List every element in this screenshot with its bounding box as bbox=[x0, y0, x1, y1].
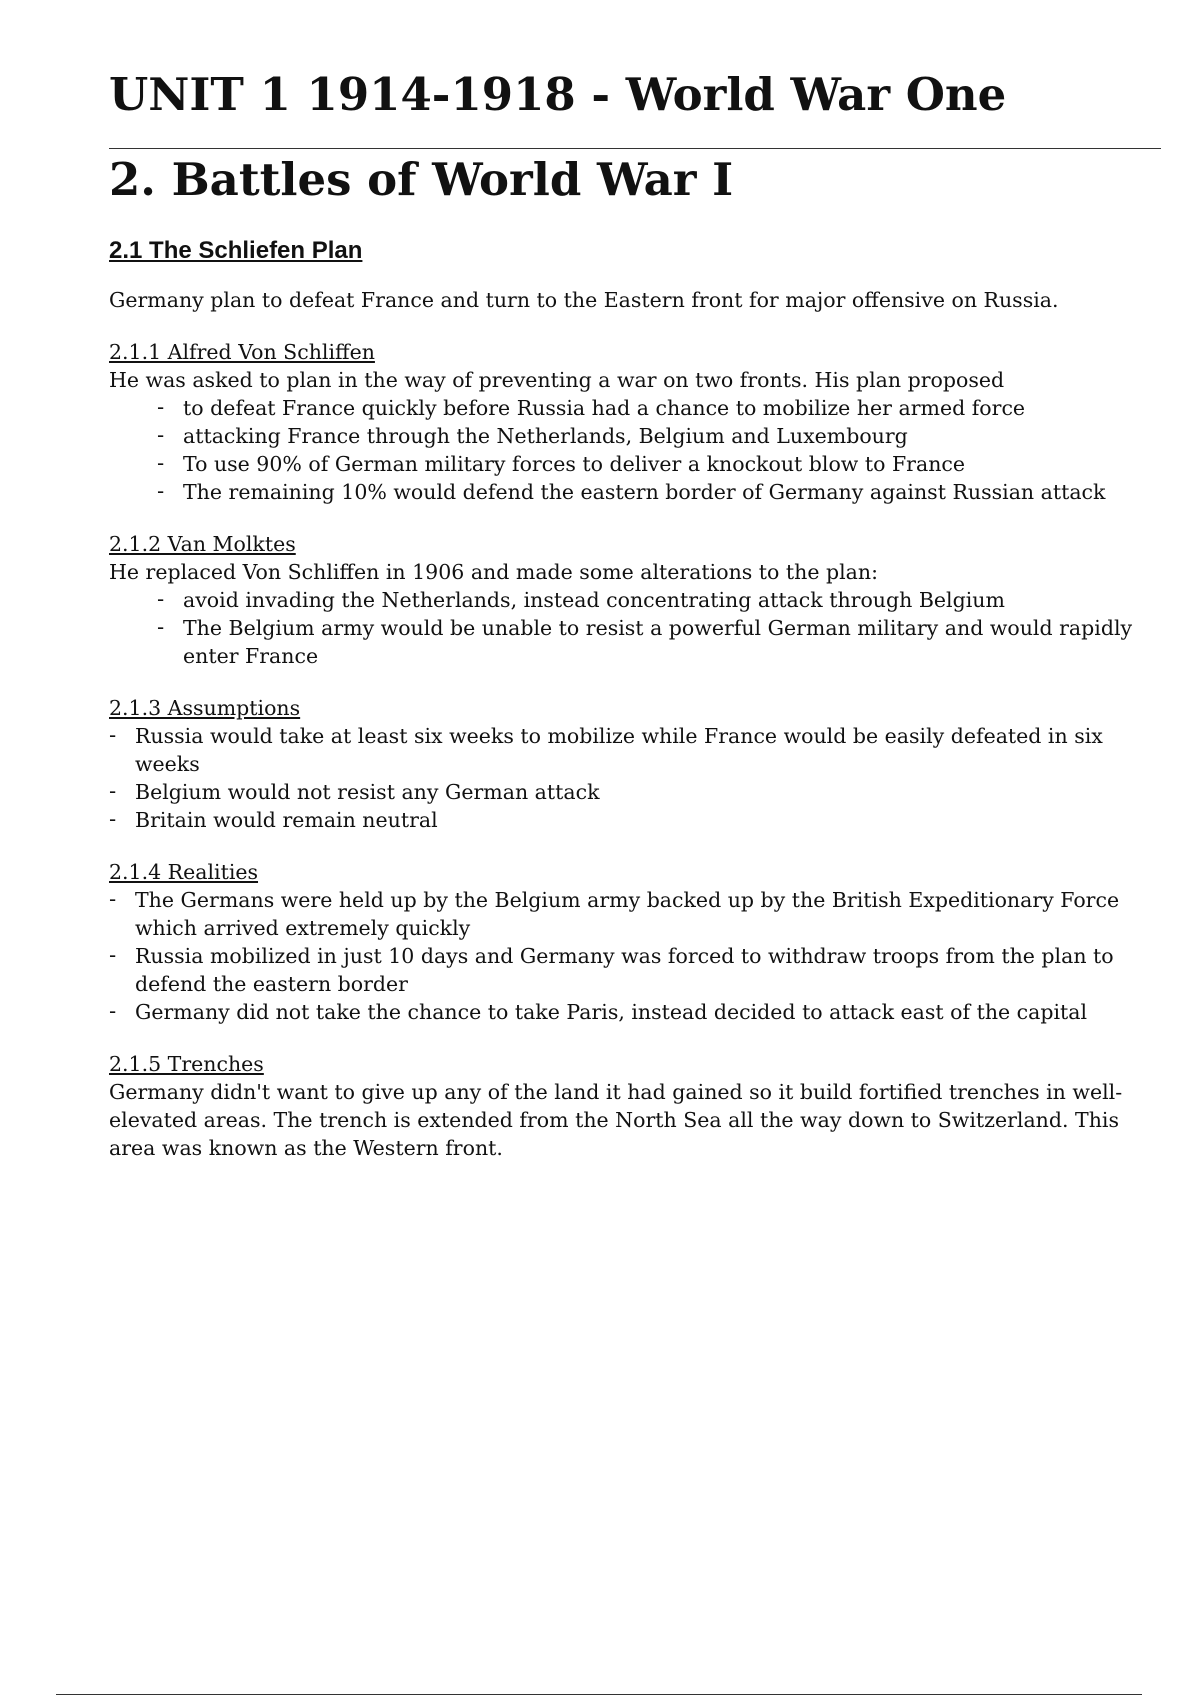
list-item-text: attacking France through the Netherlands, Belgium and Luxembourg bbox=[183, 423, 908, 448]
dash-bullet-icon: - bbox=[109, 942, 117, 967]
list-item bbox=[109, 998, 1161, 1026]
list-item-text: To use 90% of German military forces to deliver a knockout blow to France bbox=[183, 451, 966, 476]
list-item-text: avoid invading the Netherlands, instead concentrating attack through Belgium bbox=[183, 587, 1005, 612]
list-item-text: Russia would take at least six weeks to mobilize while France would be easily defeated in six weeks bbox=[135, 723, 1103, 776]
dash-bullet-icon: - bbox=[109, 722, 117, 747]
list-item bbox=[109, 394, 1161, 422]
list-item-text: to defeat France quickly before Russia had a chance to mobilize her armed force bbox=[183, 395, 1026, 420]
list-item bbox=[109, 778, 1161, 806]
block-heading: 2.1.1 Alfred Von Schliffen bbox=[109, 339, 375, 364]
bullet-list bbox=[109, 722, 1161, 834]
list-item-text: The remaining 10% would defend the eastern border of Germany against Russian attack bbox=[183, 479, 1106, 504]
title-divider bbox=[109, 148, 1161, 149]
list-item-text: Germany did not take the chance to take Paris, instead decided to attack east of the capital bbox=[135, 999, 1088, 1024]
list-item bbox=[109, 450, 1161, 478]
list-item bbox=[109, 586, 1161, 614]
block-heading: 2.1.5 Trenches bbox=[109, 1051, 264, 1076]
list-item bbox=[109, 806, 1161, 834]
list-item bbox=[109, 422, 1161, 450]
block-alfred-von-schliffen bbox=[109, 338, 1161, 506]
footer-divider bbox=[56, 1694, 1142, 1695]
dash-bullet-icon: - bbox=[109, 998, 117, 1023]
dash-bullet-icon: - bbox=[157, 422, 165, 447]
bullet-list bbox=[109, 394, 1161, 506]
bullet-list bbox=[109, 586, 1161, 670]
intro-paragraph: Germany plan to defeat France and turn to the Eastern front for major offensive on Russia. bbox=[109, 287, 1059, 312]
block-realities bbox=[109, 858, 1161, 1026]
list-item bbox=[109, 478, 1161, 506]
document-title: UNIT 1 1914-1918 - World War One bbox=[109, 68, 1007, 121]
block-paragraph: He was asked to plan in the way of preventing a war on two fronts. His plan proposed bbox=[109, 367, 1005, 392]
list-item-text: Belgium would not resist any German attack bbox=[135, 779, 600, 804]
document-content bbox=[109, 60, 1161, 1162]
block-heading: 2.1.2 Van Molktes bbox=[109, 531, 296, 556]
block-van-molktes bbox=[109, 530, 1161, 670]
block-heading: 2.1.3 Assumptions bbox=[109, 695, 301, 720]
block-paragraph: He replaced Von Schliffen in 1906 and made some alterations to the plan: bbox=[109, 559, 879, 584]
bullet-list bbox=[109, 886, 1161, 1026]
list-item-text: The Germans were held up by the Belgium army backed up by the British Expeditionary Force which arrived extremely quickly bbox=[135, 887, 1120, 940]
block-paragraph: Germany didn't want to give up any of the land it had gained so it build fortified trenches in well-elevated areas. The trench is extended from the North Sea all the way down to Switzerland. This area was known as the Western front. bbox=[109, 1079, 1123, 1160]
block-heading: 2.1.4 Realities bbox=[109, 859, 259, 884]
list-item-text: The Belgium army would be unable to resist a powerful German military and would rapidly enter France bbox=[183, 615, 1133, 668]
dash-bullet-icon: - bbox=[109, 806, 117, 831]
list-item bbox=[109, 886, 1161, 942]
block-assumptions bbox=[109, 694, 1161, 834]
list-item bbox=[109, 614, 1161, 670]
block-trenches bbox=[109, 1050, 1161, 1162]
dash-bullet-icon: - bbox=[157, 614, 165, 639]
dash-bullet-icon: - bbox=[157, 450, 165, 475]
dash-bullet-icon: - bbox=[157, 478, 165, 503]
dash-bullet-icon: - bbox=[109, 886, 117, 911]
dash-bullet-icon: - bbox=[157, 586, 165, 611]
subsection-title: 2.1 The Schliefen Plan bbox=[109, 237, 363, 264]
section-title: 2. Battles of World War I bbox=[109, 153, 734, 206]
list-item-text: Russia mobilized in just 10 days and Germany was forced to withdraw troops from the plan to defend the eastern border bbox=[135, 943, 1114, 996]
dash-bullet-icon: - bbox=[109, 778, 117, 803]
list-item bbox=[109, 722, 1161, 778]
list-item-text: Britain would remain neutral bbox=[135, 807, 438, 832]
dash-bullet-icon: - bbox=[157, 394, 165, 419]
list-item bbox=[109, 942, 1161, 998]
